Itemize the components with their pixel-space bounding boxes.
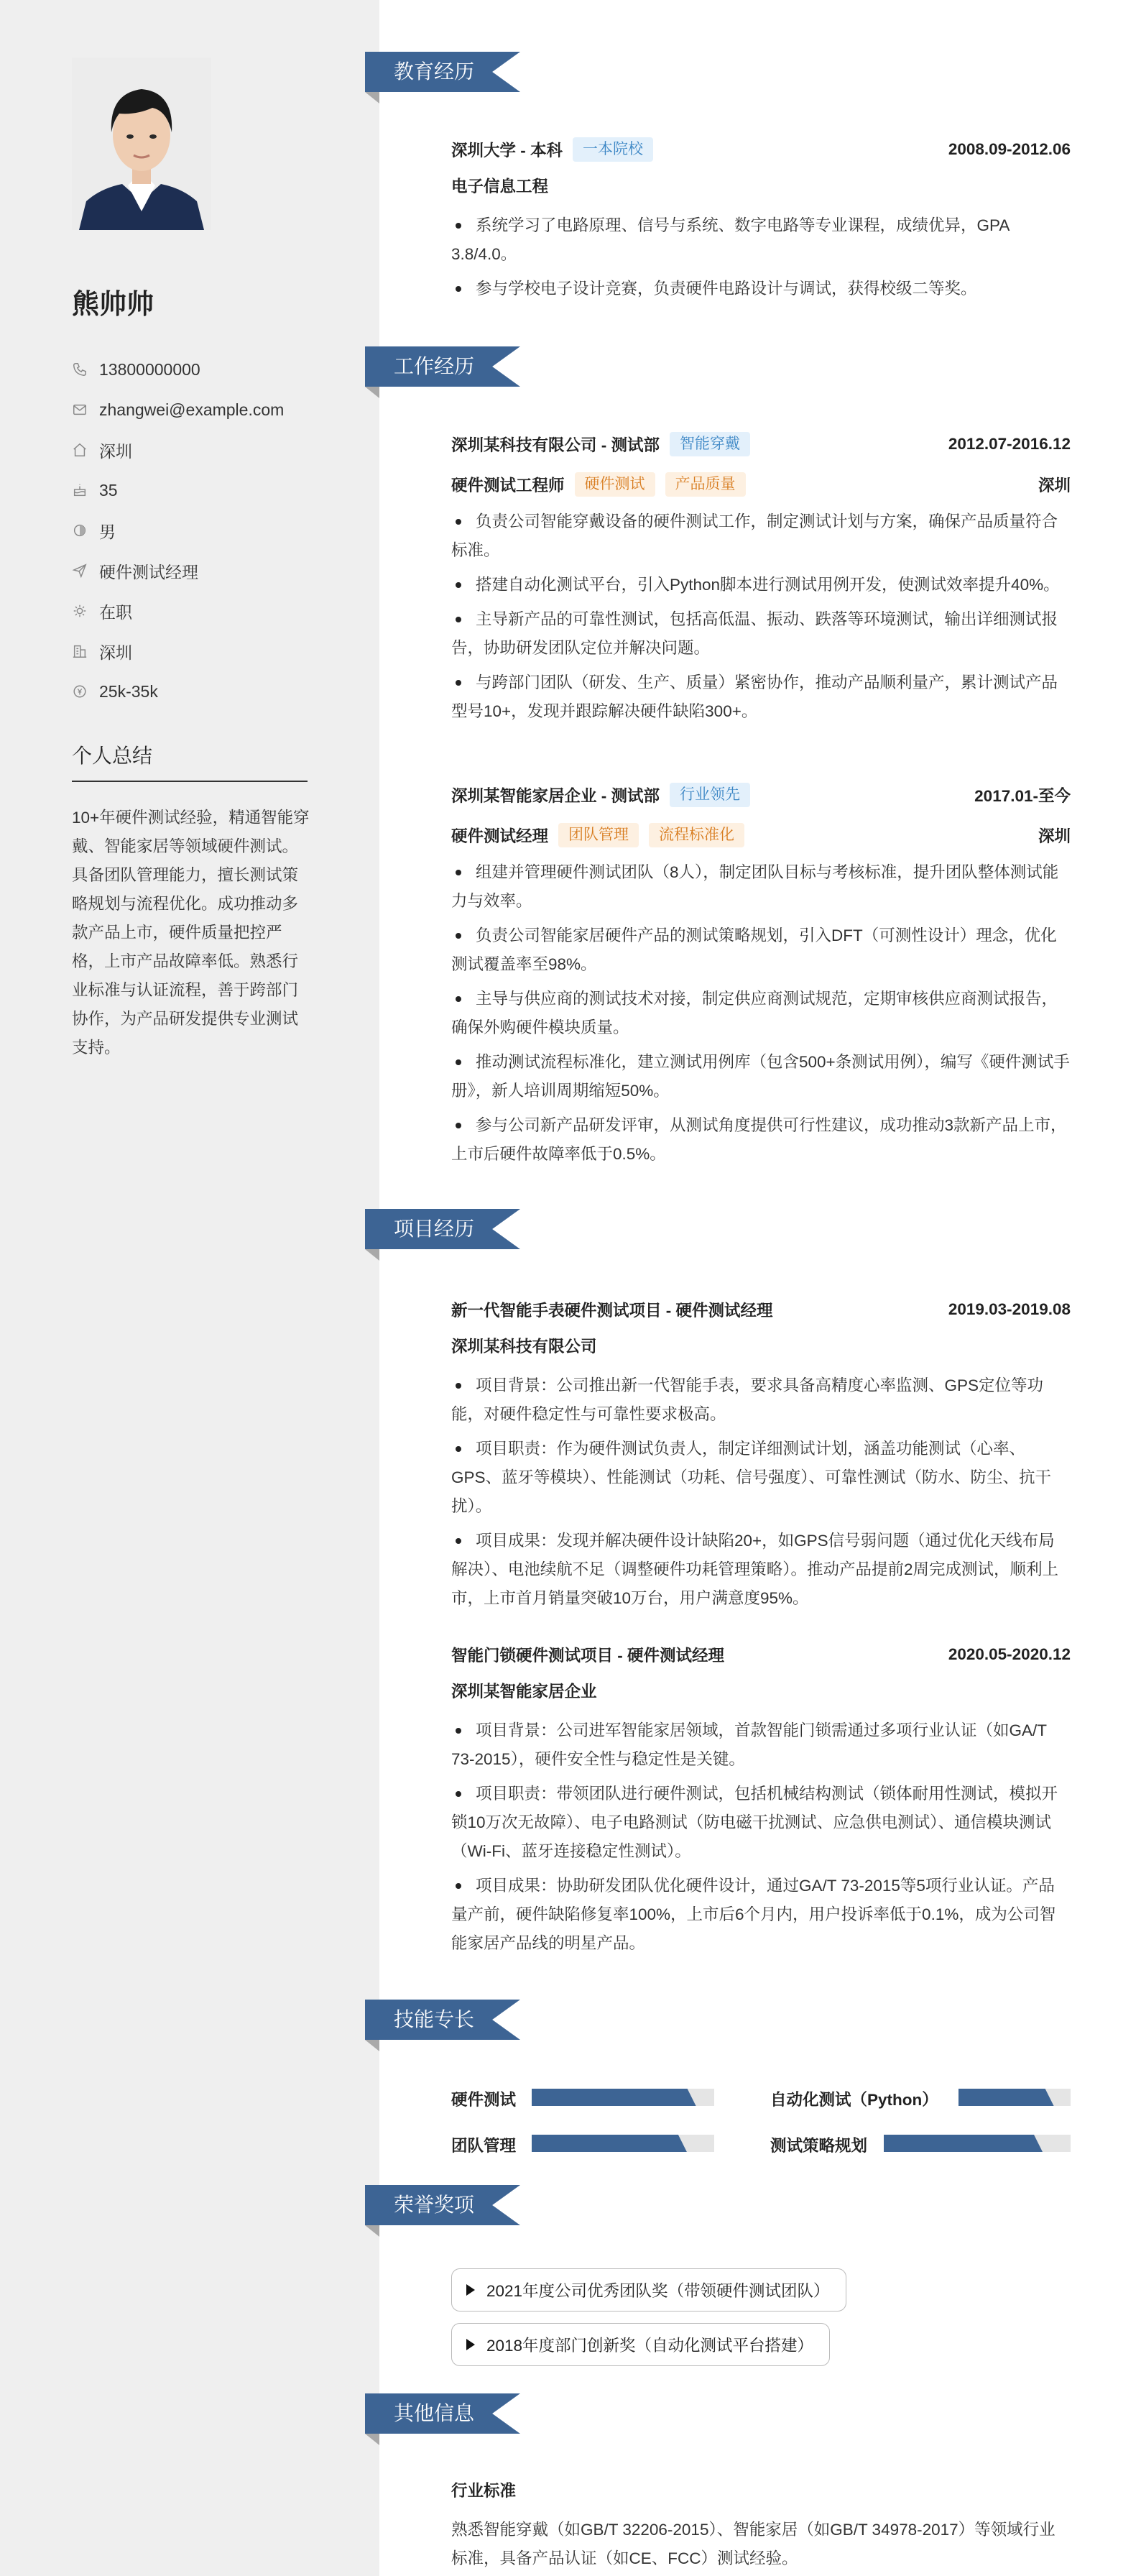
- info-email: [72, 390, 345, 430]
- cake-icon: [72, 482, 88, 498]
- project-bullet: 项目职责：带领团队进行硬件测试，包括机械结构测试（锁体耐用性测试，模拟开锁10万次无故障）、电子电路测试（防电磁干扰测试、应急供电测试）、通信模块测试（Wi-Fi、蓝牙连接稳定性测试）。: [451, 1780, 1071, 1866]
- work-bullets: [451, 507, 1071, 726]
- education-school-line: [451, 137, 653, 162]
- work-bullet: 主导新产品的可靠性测试，包括高低温、振动、跌落等环境测试，输出详细测试报告，协助研发团队定位并解决问题。: [451, 605, 1071, 663]
- summary-divider: [72, 781, 308, 782]
- skill-bar-fill: [532, 2135, 687, 2152]
- education-bullet: 系统学习了电路原理、信号与系统、数字电路等专业课程，成绩优异，GPA 3.8/4.0。: [451, 211, 1071, 269]
- info-position-text: 硬件测试经理: [99, 562, 198, 581]
- section-title-work: 工作经历: [394, 355, 475, 377]
- project-title: 智能门锁硬件测试项目 - 硬件测试经理: [451, 1647, 724, 1665]
- send-icon: [72, 563, 88, 579]
- info-gender: [72, 510, 345, 551]
- building-icon: [72, 643, 88, 659]
- section-title-awards: 荣誉奖项: [394, 2194, 475, 2216]
- award-item[interactable]: [451, 2323, 830, 2366]
- education-school: 深圳大学 - 本科: [451, 142, 563, 160]
- avatar: [72, 58, 211, 230]
- project-bullet: 项目背景：公司推出新一代智能手表，要求具备高精度心率监测、GPS定位等功能，对硬件稳定性与可靠性要求极高。: [451, 1371, 1071, 1429]
- section-header-project: [365, 1209, 520, 1252]
- work-bullet: 负责公司智能穿戴设备的硬件测试工作，制定测试计划与方案，确保产品质量符合标准。: [451, 507, 1071, 565]
- info-location-text: 深圳: [99, 441, 132, 461]
- work-bullet: 组建并管理硬件测试团队（8人），制定团队目标与考核标准，提升团队整体测试能力与效率。: [451, 858, 1071, 916]
- education-major: 电子信息工程: [451, 178, 549, 196]
- section-title-project: 项目经历: [394, 1218, 475, 1240]
- education-entry: [451, 134, 1071, 303]
- work-role: 硬件测试工程师: [451, 477, 565, 494]
- info-salary: [72, 671, 345, 712]
- skill-bar: [532, 2089, 714, 2106]
- mail-icon: [72, 402, 88, 418]
- skill-name: 硬件测试: [451, 2091, 517, 2109]
- skill-bar: [532, 2135, 714, 2152]
- work-date: 2017.01-至今: [974, 787, 1071, 805]
- work-entry: [451, 779, 1071, 1169]
- info-phone: [72, 349, 345, 390]
- info-city-text: 深圳: [99, 643, 132, 662]
- award-text: 2021年度公司优秀团队奖（带领硬件测试团队）: [486, 2282, 830, 2300]
- skill-bar-fill: [884, 2135, 1043, 2152]
- info-email-text: zhangwei@example.com: [99, 400, 285, 419]
- info-location: [72, 430, 345, 470]
- education-date: 2008.09-2012.06: [948, 140, 1071, 158]
- project-entry: [451, 1294, 1071, 1613]
- work-bullet: 搭建自动化测试平台，引入Python脚本进行测试用例开发，使测试效率提升40%。: [451, 571, 1071, 599]
- home-icon: [72, 442, 88, 458]
- info-gender-text: 男: [99, 522, 116, 541]
- work-role-tag: 产品质量: [665, 472, 746, 497]
- work-entry: [451, 428, 1071, 726]
- work-date: 2012.07-2016.12: [948, 435, 1071, 453]
- project-bullet: 项目成果：发现并解决硬件设计缺陷20+，如GPS信号弱问题（通过优化天线布局解决）、电池续航不足（调整硬件功耗管理策略）。推动产品提前2周完成测试，顺利上市，上市首月销量突破10万台，用户满意度95%。: [451, 1527, 1071, 1613]
- project-bullets: [451, 1716, 1071, 1958]
- work-bullet: 推动测试流程标准化，建立测试用例库（包含500+条测试用例），编写《硬件测试手册》，新人培训周期缩短50%。: [451, 1048, 1071, 1105]
- work-bullet: 主导与供应商的测试技术对接，制定供应商测试规范，定期审核供应商测试报告，确保外购硬件模块质量。: [451, 985, 1071, 1042]
- gender-icon: [72, 523, 88, 538]
- section-title-skills: 技能专长: [394, 2008, 475, 2030]
- work-bullet: 参与公司新产品研发评审，从测试角度提供可行性建议，成功推动3款新产品上市，上市后硬件故障率低于0.5%。: [451, 1111, 1071, 1169]
- work-role-tag: 团队管理: [558, 823, 639, 847]
- work-city: 深圳: [1038, 827, 1071, 845]
- play-triangle-icon: [466, 2284, 475, 2296]
- section-header-education: [365, 52, 520, 95]
- project-company: 深圳某科技有限公司: [451, 1338, 597, 1356]
- sidebar: [0, 0, 379, 2576]
- avatar-illustration: [72, 58, 211, 230]
- work-company: 深圳某科技有限公司 - 测试部: [451, 436, 660, 454]
- project-bullets: [451, 1371, 1071, 1613]
- work-company: 深圳某智能家居企业 - 测试部: [451, 787, 660, 805]
- other-text: 熟悉智能穿戴（如GB/T 32206-2015）、智能家居（如GB/T 34978-2017）等领域行业标准，具备产品认证（如CE、FCC）测试经验。: [451, 2521, 1055, 2567]
- skill-bar-fill: [958, 2089, 1054, 2106]
- phone-icon: [72, 362, 88, 377]
- project-entry: [451, 1639, 1071, 1958]
- summary-text: 10+年硬件测试经验，精通智能穿戴、智能家居等领域硬件测试。具备团队管理能力，擅长测试策略规划与流程优化。成功推动多款产品上市，硬件质量把控严格，上市产品故障率低。熟悉行业标准与认证流程，善于跨部门协作，为产品研发提供专业测试支持。: [72, 809, 310, 1057]
- work-tag: 智能穿戴: [670, 432, 750, 456]
- play-triangle-icon: [466, 2339, 475, 2350]
- profile-name: 熊帅帅: [72, 290, 154, 320]
- work-role: 硬件测试经理: [451, 827, 549, 845]
- info-phone-text: 13800000000: [99, 359, 200, 379]
- section-title-education: 教育经历: [394, 60, 475, 83]
- info-status-text: 在职: [99, 602, 132, 622]
- work-bullet: 负责公司智能家居硬件产品的测试策略规划，引入DFT（可测性设计）理念，优化测试覆盖率至98%。: [451, 921, 1071, 979]
- contact-info: [72, 349, 345, 712]
- work-city: 深圳: [1038, 477, 1071, 494]
- project-bullet: 项目背景：公司进军智能家居领域，首款智能门锁需通过多项行业认证（如GA/T 73-2015），硬件安全性与稳定性是关键。: [451, 1716, 1071, 1774]
- education-bullets: [451, 211, 1071, 303]
- project-bullet: 项目成果：协助研发团队优化硬件设计，通过GA/T 73-2015等5项行业认证。产品量产前，硬件缺陷修复率100%，上市后6个月内，用户投诉率低于0.1%，成为公司智能家居产品线的明星产品。: [451, 1872, 1071, 1958]
- skill-bar-fill: [532, 2089, 696, 2106]
- award-item[interactable]: [451, 2268, 846, 2312]
- summary-title: 个人总结: [72, 745, 153, 767]
- skill-bar: [884, 2135, 1071, 2152]
- education-tag: 一本院校: [573, 137, 653, 162]
- info-age-text: 35: [99, 480, 118, 500]
- skill-bar: [958, 2089, 1071, 2106]
- section-title-other: 其他信息: [394, 2402, 475, 2424]
- project-title: 新一代智能手表硬件测试项目 - 硬件测试经理: [451, 1302, 773, 1320]
- info-status: [72, 591, 345, 631]
- skill-name: 自动化测试（Python）: [770, 2091, 938, 2109]
- section-header-skills: [365, 2000, 520, 2043]
- work-role-tag: 硬件测试: [575, 472, 655, 497]
- project-date: 2019.03-2019.08: [948, 1300, 1071, 1318]
- info-age: [72, 470, 345, 510]
- award-text: 2018年度部门创新奖（自动化测试平台搭建）: [486, 2337, 814, 2355]
- money-icon: [72, 684, 88, 699]
- education-bullet: 参与学校电子设计竞赛，负责硬件电路设计与调试，获得校级二等奖。: [451, 275, 1071, 303]
- skill-name: 测试策略规划: [770, 2137, 868, 2155]
- work-bullets: [451, 858, 1071, 1169]
- work-role-tag: 流程标准化: [649, 823, 744, 847]
- info-salary-text: 25k-35k: [99, 681, 158, 701]
- project-bullet: 项目职责：作为硬件测试负责人，制定详细测试计划，涵盖功能测试（心率、GPS、蓝牙等模块）、性能测试（功耗、信号强度）、可靠性测试（防水、防尘、抗干扰）。: [451, 1435, 1071, 1521]
- skill-name: 团队管理: [451, 2137, 517, 2155]
- section-header-awards: [365, 2185, 520, 2228]
- work-tag: 行业领先: [670, 783, 750, 807]
- other-entry: [451, 2475, 1071, 2573]
- info-position: [72, 551, 345, 591]
- project-date: 2020.05-2020.12: [948, 1645, 1071, 1663]
- status-icon: [72, 603, 88, 619]
- section-header-other: [365, 2393, 520, 2437]
- work-bullet: 与跨部门团队（研发、生产、质量）紧密协作，推动产品顺利量产，累计测试产品型号10+，发现并跟踪解决硬件缺陷300+。: [451, 668, 1071, 726]
- section-header-work: [365, 346, 520, 390]
- project-company: 深圳某智能家居企业: [451, 1683, 597, 1701]
- other-title: 行业标准: [451, 2482, 517, 2500]
- info-city: [72, 631, 345, 671]
